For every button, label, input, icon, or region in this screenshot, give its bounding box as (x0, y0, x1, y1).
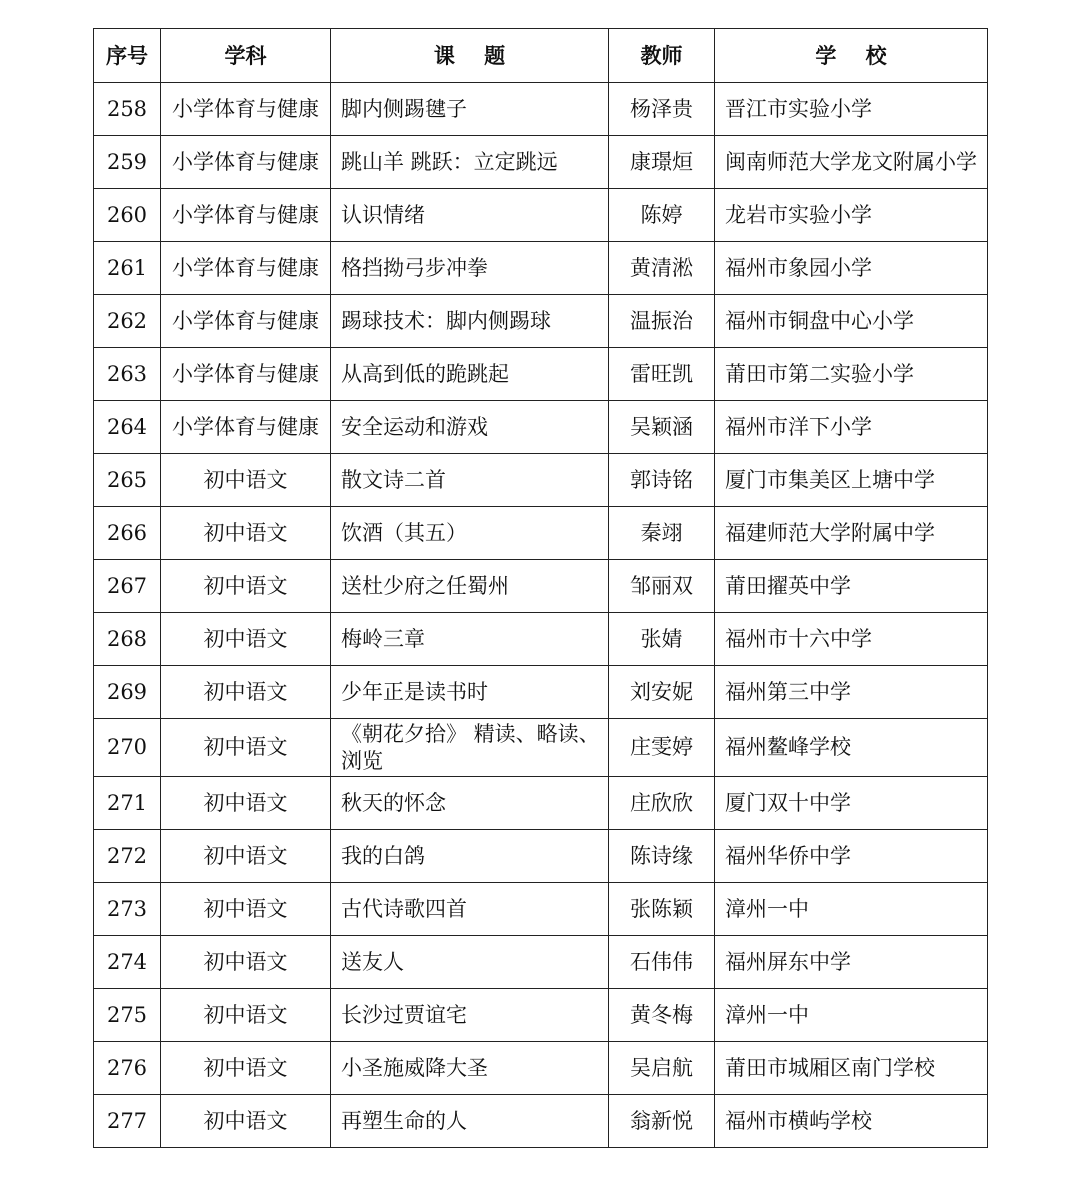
row-school: 福州鳌峰学校 (715, 719, 988, 777)
row-teacher: 邹丽双 (609, 560, 715, 613)
table-row (94, 242, 988, 295)
table-row (94, 295, 988, 348)
row-teacher: 秦翊 (609, 507, 715, 560)
row-school: 漳州一中 (715, 989, 988, 1042)
row-topic: 送友人 (331, 936, 609, 989)
row-topic: 跳山羊 跳跃：立定跳远 (331, 136, 609, 189)
row-school: 福州市铜盘中心小学 (715, 295, 988, 348)
row-number: 258 (94, 83, 161, 136)
row-subject: 初中语文 (161, 560, 331, 613)
table-row (94, 136, 988, 189)
row-subject: 初中语文 (161, 989, 331, 1042)
row-teacher: 陈婷 (609, 189, 715, 242)
row-school: 福州屏东中学 (715, 936, 988, 989)
row-teacher: 温振治 (609, 295, 715, 348)
row-school: 龙岩市实验小学 (715, 189, 988, 242)
row-number: 265 (94, 454, 161, 507)
table-body (94, 83, 988, 1148)
row-school: 福州华侨中学 (715, 830, 988, 883)
row-teacher: 康璟烜 (609, 136, 715, 189)
header-subject: 学科 (161, 29, 331, 83)
row-topic: 送杜少府之任蜀州 (331, 560, 609, 613)
header-row (94, 29, 988, 83)
row-teacher: 张婧 (609, 613, 715, 666)
row-topic: 《朝花夕拾》 精读、略读、浏览 (331, 719, 609, 777)
header-number: 序号 (94, 29, 161, 83)
row-topic: 散文诗二首 (331, 454, 609, 507)
row-topic: 我的白鸽 (331, 830, 609, 883)
table-header (94, 29, 988, 83)
table-row (94, 830, 988, 883)
row-teacher: 庄欣欣 (609, 777, 715, 830)
row-subject: 小学体育与健康 (161, 83, 331, 136)
row-topic: 饮酒（其五） (331, 507, 609, 560)
table-row (94, 989, 988, 1042)
row-school: 漳州一中 (715, 883, 988, 936)
row-school: 莆田市城厢区南门学校 (715, 1042, 988, 1095)
row-topic: 从高到低的跪跳起 (331, 348, 609, 401)
row-number: 272 (94, 830, 161, 883)
row-subject: 小学体育与健康 (161, 295, 331, 348)
row-school: 福州第三中学 (715, 666, 988, 719)
row-teacher: 雷旺凯 (609, 348, 715, 401)
row-school: 福州市象园小学 (715, 242, 988, 295)
row-topic: 认识情绪 (331, 189, 609, 242)
row-number: 262 (94, 295, 161, 348)
table-row (94, 348, 988, 401)
table-row (94, 1042, 988, 1095)
row-teacher: 杨泽贵 (609, 83, 715, 136)
row-topic: 秋天的怀念 (331, 777, 609, 830)
table-row (94, 719, 988, 777)
row-teacher: 黄冬梅 (609, 989, 715, 1042)
row-subject: 初中语文 (161, 454, 331, 507)
header-topic: 课 题 (331, 29, 609, 83)
row-subject: 初中语文 (161, 719, 331, 777)
row-topic: 踢球技术：脚内侧踢球 (331, 295, 609, 348)
row-number: 276 (94, 1042, 161, 1095)
row-school: 福州市十六中学 (715, 613, 988, 666)
row-number: 277 (94, 1095, 161, 1148)
row-number: 260 (94, 189, 161, 242)
row-subject: 初中语文 (161, 1042, 331, 1095)
table-row (94, 507, 988, 560)
row-topic: 格挡拗弓步冲拳 (331, 242, 609, 295)
row-number: 263 (94, 348, 161, 401)
row-school: 福州市洋下小学 (715, 401, 988, 454)
row-number: 266 (94, 507, 161, 560)
row-subject: 小学体育与健康 (161, 401, 331, 454)
table-row (94, 666, 988, 719)
row-number: 274 (94, 936, 161, 989)
row-subject: 小学体育与健康 (161, 348, 331, 401)
row-number: 261 (94, 242, 161, 295)
table-row (94, 777, 988, 830)
table-row (94, 560, 988, 613)
row-subject: 小学体育与健康 (161, 189, 331, 242)
row-school: 厦门市集美区上塘中学 (715, 454, 988, 507)
table-row (94, 1095, 988, 1148)
row-number: 269 (94, 666, 161, 719)
row-number: 271 (94, 777, 161, 830)
row-number: 268 (94, 613, 161, 666)
table-row (94, 454, 988, 507)
row-teacher: 翁新悦 (609, 1095, 715, 1148)
row-teacher: 石伟伟 (609, 936, 715, 989)
row-topic: 古代诗歌四首 (331, 883, 609, 936)
row-topic: 安全运动和游戏 (331, 401, 609, 454)
row-subject: 初中语文 (161, 1095, 331, 1148)
row-number: 270 (94, 719, 161, 777)
row-subject: 初中语文 (161, 666, 331, 719)
row-topic: 再塑生命的人 (331, 1095, 609, 1148)
table-row (94, 401, 988, 454)
row-teacher: 刘安妮 (609, 666, 715, 719)
row-school: 晋江市实验小学 (715, 83, 988, 136)
row-school: 莆田擢英中学 (715, 560, 988, 613)
row-subject: 初中语文 (161, 830, 331, 883)
row-topic: 长沙过贾谊宅 (331, 989, 609, 1042)
row-number: 264 (94, 401, 161, 454)
row-school: 莆田市第二实验小学 (715, 348, 988, 401)
row-subject: 初中语文 (161, 507, 331, 560)
row-subject: 初中语文 (161, 777, 331, 830)
table-row (94, 883, 988, 936)
row-number: 267 (94, 560, 161, 613)
row-topic: 脚内侧踢毽子 (331, 83, 609, 136)
row-teacher: 吴启航 (609, 1042, 715, 1095)
row-topic: 少年正是读书时 (331, 666, 609, 719)
row-school: 闽南师范大学龙文附属小学 (715, 136, 988, 189)
header-teacher: 教师 (609, 29, 715, 83)
row-number: 275 (94, 989, 161, 1042)
header-school: 学 校 (715, 29, 988, 83)
row-subject: 初中语文 (161, 936, 331, 989)
row-school: 福州市横屿学校 (715, 1095, 988, 1148)
row-topic: 梅岭三章 (331, 613, 609, 666)
table-row (94, 83, 988, 136)
row-topic: 小圣施威降大圣 (331, 1042, 609, 1095)
row-school: 厦门双十中学 (715, 777, 988, 830)
table-row (94, 613, 988, 666)
row-teacher: 庄雯婷 (609, 719, 715, 777)
course-roster-table (93, 28, 988, 1148)
row-teacher: 黄清淞 (609, 242, 715, 295)
row-number: 259 (94, 136, 161, 189)
table-row (94, 936, 988, 989)
row-subject: 小学体育与健康 (161, 136, 331, 189)
row-subject: 初中语文 (161, 613, 331, 666)
row-teacher: 郭诗铭 (609, 454, 715, 507)
row-subject: 小学体育与健康 (161, 242, 331, 295)
row-number: 273 (94, 883, 161, 936)
row-school: 福建师范大学附属中学 (715, 507, 988, 560)
row-subject: 初中语文 (161, 883, 331, 936)
row-teacher: 张陈颖 (609, 883, 715, 936)
row-teacher: 吴颖涵 (609, 401, 715, 454)
row-teacher: 陈诗缘 (609, 830, 715, 883)
table-row (94, 189, 988, 242)
